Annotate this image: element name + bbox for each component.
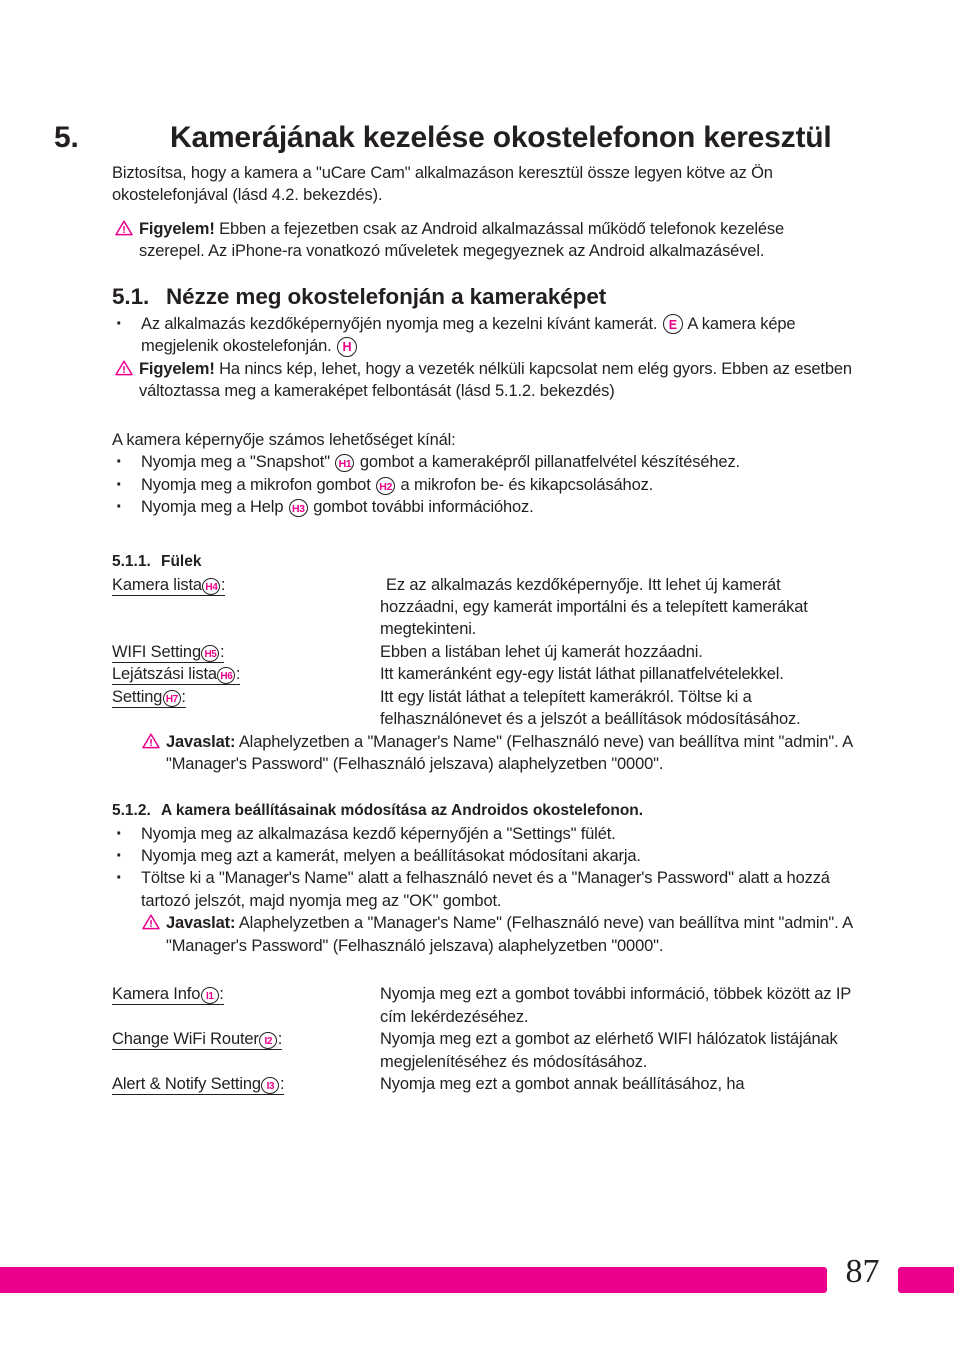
section-5-1-2-tip [139,912,852,957]
definition-term-label: Change WiFi Router [112,1030,259,1049]
table-row [112,641,852,663]
heading-section-5-1-title: Nézze meg okostelefonján a kameraképet [166,283,607,309]
option-text-post: gombot a kameraképről pillanatfelvétel készítéséhez. [355,453,740,472]
definition-description: Nyomja meg ezt a gombot annak beállításához, ha [380,1074,745,1093]
badge-h3-icon: H3 [289,499,308,517]
definition-term-label: Alert & Notify Setting [112,1074,261,1093]
warning-triangle-icon [115,360,133,376]
warning-triangle-icon [115,220,133,236]
heading-section-5-1-1 [112,552,852,572]
definition-term: Kamera Info I1 : [112,983,380,1005]
heading-section-5-1-2-title: A kamera beállításainak módosítása az Androidos okostelefonon. [161,802,644,820]
option-text-post: gombot további információhoz. [308,497,534,516]
heading-section-5-1 [112,282,852,311]
camera-options-list [112,451,852,518]
section-5-1-bullet-list [112,313,852,358]
section-5-intro: Biztosítsa, hogy a kamera a "uCare Cam" alkalmazáson keresztül össze legyen kötve az Ön okostelefonjával (lásd 4.2. bekezdés). [112,163,773,205]
section-5-1-2-tip-text: Alaphelyzetben a "Manager's Name" (Felhasználó neve) van beállítva mint "admin". A "Manager's Password" (Felhasználó jelszava) alaphelyzetben "0000". [166,914,853,955]
list-item: · Nyomja meg az alkalmazása kezdő képernyőjén a "Settings" fülét. [112,823,852,845]
section-5-1-2-tip-label: Javaslat: [166,914,236,933]
definition-term: WIFI Setting H5 : [112,641,380,663]
badge-h7-icon: H7 [163,690,181,707]
heading-section-5-title: Kamerájának kezelése okostelefonon keresztül [170,121,832,154]
option-text-pre: Nyomja meg a Help [141,497,288,516]
list-item [112,474,852,496]
badge-h5-icon: H5 [201,645,219,662]
definition-term-label: Lejátszási lista [112,665,217,684]
bullet-text-part1: Az alkalmazás kezdőképernyőjén nyomja meg a kezelni kívánt kamerát. [141,314,658,333]
badge-i2-icon: I2 [259,1032,277,1049]
badge-i3-icon: I3 [261,1077,279,1094]
section-5-1-1-tip [139,731,852,776]
definition-term-label: Setting [112,687,163,706]
section-5-1-warning-label: Figyelem! [139,359,215,378]
list-item [112,313,852,358]
definition-term-label: Kamera lista [112,575,202,594]
definition-description: Nyomja meg ezt a gombot további információ, többek között az IP cím lekérdezéséhez. [380,985,851,1026]
definition-term-label: Kamera Info [112,985,201,1004]
definition-description: Ez az alkalmazás kezdőképernyője. Itt lehet új kamerát hozzáadni, egy kamerát importálni és a telepített kamerákat megtekinteni. [380,575,808,639]
section-5-1-warning [112,358,852,403]
options-intro: A kamera képernyője számos lehetőséget kínál: [112,430,456,449]
list-item [112,496,852,518]
badge-h4-icon: H4 [202,578,220,595]
heading-section-5-1-1-number: 5.1.1. [112,553,151,571]
heading-section-5 [54,118,852,158]
section-5-warning-text: Ebben a fejezetben csak az Android alkalmazással működő telefonok kezelése szerepel. Az iPhone-ra vonatkozó műveletek megegyeznek az Android alkalmazásével. [139,219,785,261]
definition-description: Nyomja meg ezt a gombot az elérhető WIFI hálózatok listájának megjelenítéséhez és módosításához. [380,1030,838,1071]
page-content [54,118,853,1095]
warning-triangle-icon [142,914,160,930]
tabs-definition-list [112,574,852,731]
section-5-warning-label: Figyelem! [139,219,215,238]
list-item [112,451,852,473]
table-row [112,663,852,685]
heading-section-5-1-2 [112,801,852,821]
footer-bar-left [0,1267,827,1293]
bullet-text-part2: A kamera képe megjelenik okostelefonján. [141,314,796,356]
settings-definition-list [112,983,852,1095]
list-item: · Nyomja meg azt a kamerát, melyen a beállításokat módosítani akarja. [112,845,852,867]
definition-description: Itt egy listát láthat a telepített kamerákról. Töltse ki a felhasználónevet és a jelszót a beállítások módosításához. [380,687,801,729]
definition-term-label: WIFI Setting [112,642,201,661]
definition-term: Change WiFi Router I2 : [112,1028,380,1050]
badge-h6-icon: H6 [217,667,235,684]
section-5-warning [112,218,852,263]
badge-h1-icon: H1 [335,454,354,472]
option-text-post: a mikrofon be- és kikapcsolásához. [396,475,654,494]
table-row [112,1073,852,1095]
table-row [112,1028,852,1073]
definition-description: Itt kameránként egy-egy listát láthat pillanatfelvételekkel. [380,665,784,684]
heading-section-5-1-2-number: 5.1.2. [112,802,151,820]
heading-section-5-1-1-title: Fülek [161,553,202,571]
page-footer [0,1253,954,1293]
option-text-pre: Nyomja meg a mikrofon gombot [141,475,376,494]
definition-description: Ebben a listában lehet új kamerát hozzáadni. [380,642,703,661]
table-row [112,686,852,731]
heading-section-5-1-number: 5.1. [112,283,150,309]
definition-term: Lejátszási lista H6 : [112,663,380,685]
definition-term: Alert & Notify Setting I3 : [112,1073,380,1095]
definition-term: Kamera lista H4 : [112,574,380,596]
section-5-1-2-bullet-list [112,823,852,913]
section-5-1-warning-text: Ha nincs kép, lehet, hogy a vezeték nélküli kapcsolat nem elég gyors. Ebben az esetben változtassa meg a kameraképet felbontását (lásd 5.1.2. bekezdés) [139,359,852,401]
option-text-pre: Nyomja meg a "Snapshot" [141,453,335,472]
badge-h2-icon: H2 [376,477,395,495]
section-5-1-1-tip-label: Javaslat: [166,732,236,751]
list-item: · Töltse ki a "Manager's Name" alatt a felhasználó nevet és a "Manager's Password" alatt a hozzá tartozó jelszót, majd nyomja meg az "OK" gombot. [112,867,852,912]
badge-e-icon: E [663,314,683,334]
badge-i1-icon: I1 [201,987,219,1004]
badge-h-icon: H [337,337,357,357]
warning-triangle-icon [142,733,160,749]
heading-section-5-number: 5. [54,121,79,154]
footer-bar-right [898,1267,954,1293]
table-row [112,983,852,1028]
page-number: 87 [845,1253,880,1290]
section-5-1-1-tip-text: Alaphelyzetben a "Manager's Name" (Felhasználó neve) van beállítva mint "admin". A "Manager's Password" (Felhasználó jelszava) alaphelyzetben "0000". [166,732,853,774]
definition-term: Setting H7 : [112,686,380,708]
table-row [112,574,852,641]
